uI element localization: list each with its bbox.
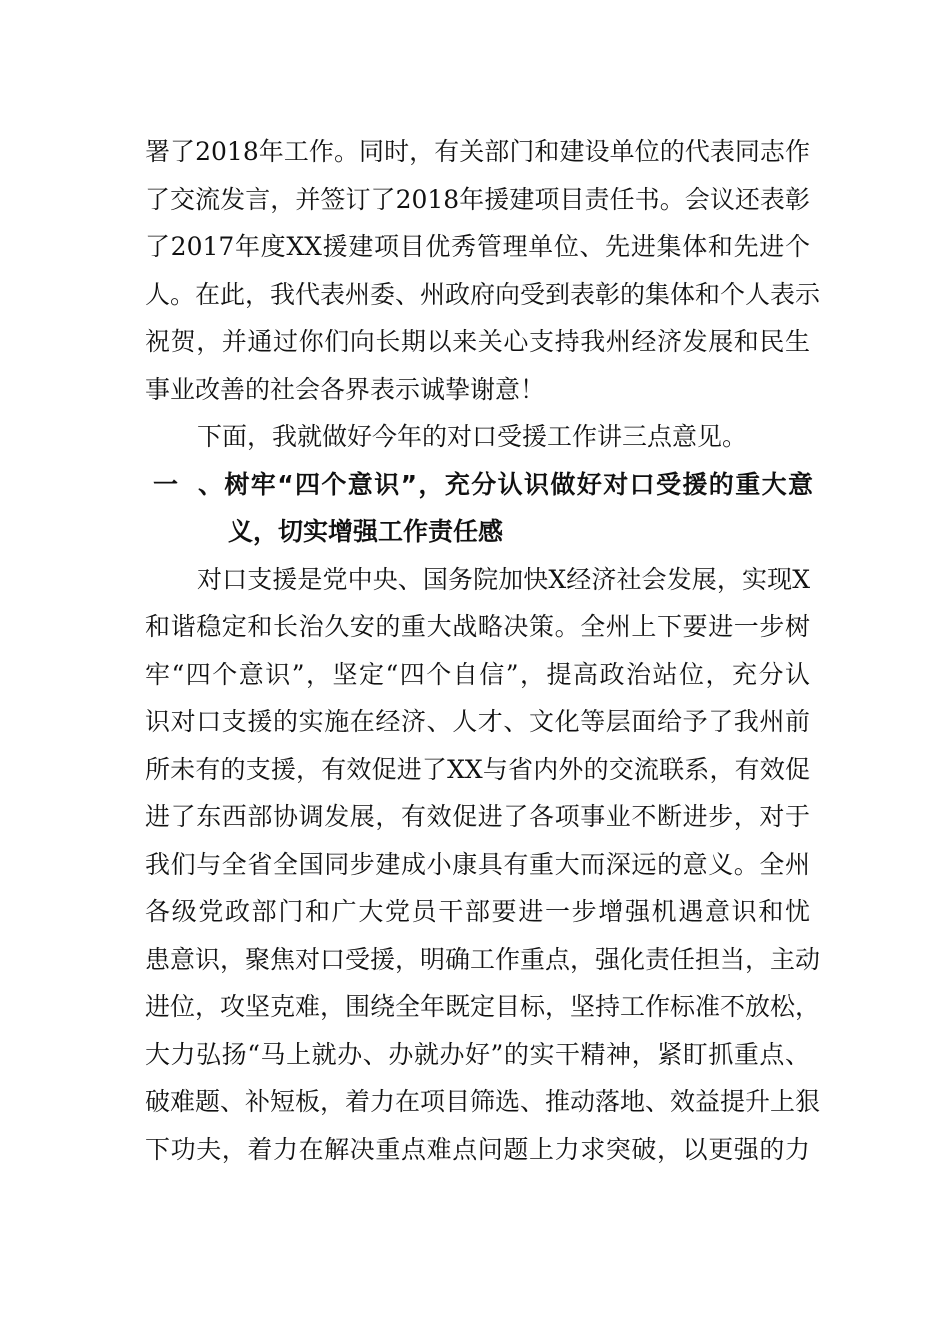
- heading-number: 一、: [153, 469, 223, 499]
- text-line: 大力弘扬“马上就办、办就办好”的实干精神，紧盯抓重点、: [145, 1039, 810, 1069]
- text-line: 进了东西部协调发展，有效促进了各项事业不断进步，对于: [145, 802, 810, 831]
- text-line: 了交流发言，并签订了2018年援建项目责任书。会议还表彰: [145, 184, 810, 214]
- text-line: 所未有的支援，有效促进了XX与省内外的交流联系，有效促: [145, 754, 810, 784]
- text-line: 牢“四个意识”，坚定“四个自信”，提高政治站位，充分认: [145, 659, 810, 689]
- text-line: 破难题、补短板，着力在项目筛选、推动落地、效益提升上狠: [145, 1087, 821, 1116]
- text-line: 各级党政部门和广大党员干部要进一步增强机遇意识和忧: [145, 897, 810, 926]
- intro-paragraph: 下面，我就做好今年的对口受援工作讲三点意见。: [197, 422, 748, 451]
- text-line: 识对口支援的实施在经济、人才、文化等层面给予了我州前: [145, 707, 810, 736]
- text-line: 署了2018年工作。同时，有关部门和建设单位的代表同志作: [145, 137, 810, 166]
- text-line: 和谐稳定和长治久安的重大战略决策。全州上下要进一步树: [145, 612, 810, 641]
- text-line: 人。在此，我代表州委、州政府向受到表彰的集体和个人表示: [145, 279, 821, 309]
- document-page: [145, 128, 821, 1173]
- text-line: 对口支援是党中央、国务院加快X经济社会发展，实现X: [197, 564, 810, 594]
- body-paragraph: [145, 556, 821, 1174]
- text-line: 患意识，聚焦对口受援，明确工作重点，强化责任担当，主动: [145, 944, 821, 974]
- section-heading: [145, 461, 813, 556]
- text-line: 下功夫，着力在解决重点难点问题上力求突破，以更强的力: [145, 1134, 810, 1164]
- text-line: 进位，攻坚克难，围绕全年既定目标，坚持工作标准不放松，: [145, 992, 821, 1021]
- text-line: 我们与全省全国同步建成小康具有重大而深远的意义。全州: [145, 849, 810, 879]
- text-line: 祝贺，并通过你们向长期以来关心支持我州经济发展和民生: [145, 327, 810, 356]
- heading-line: [153, 461, 813, 509]
- text-line: 了2017年度XX援建项目优秀管理单位、先进集体和先进个: [145, 232, 810, 261]
- heading-text: 树牢“四个意识”，充分认识做好对口受援的重大意: [223, 469, 813, 499]
- text-line: 事业改善的社会各界表示诚挚谢意！: [145, 374, 546, 404]
- paragraph-continuation: [145, 128, 821, 413]
- heading-line: 义，切实增强工作责任感: [228, 517, 504, 546]
